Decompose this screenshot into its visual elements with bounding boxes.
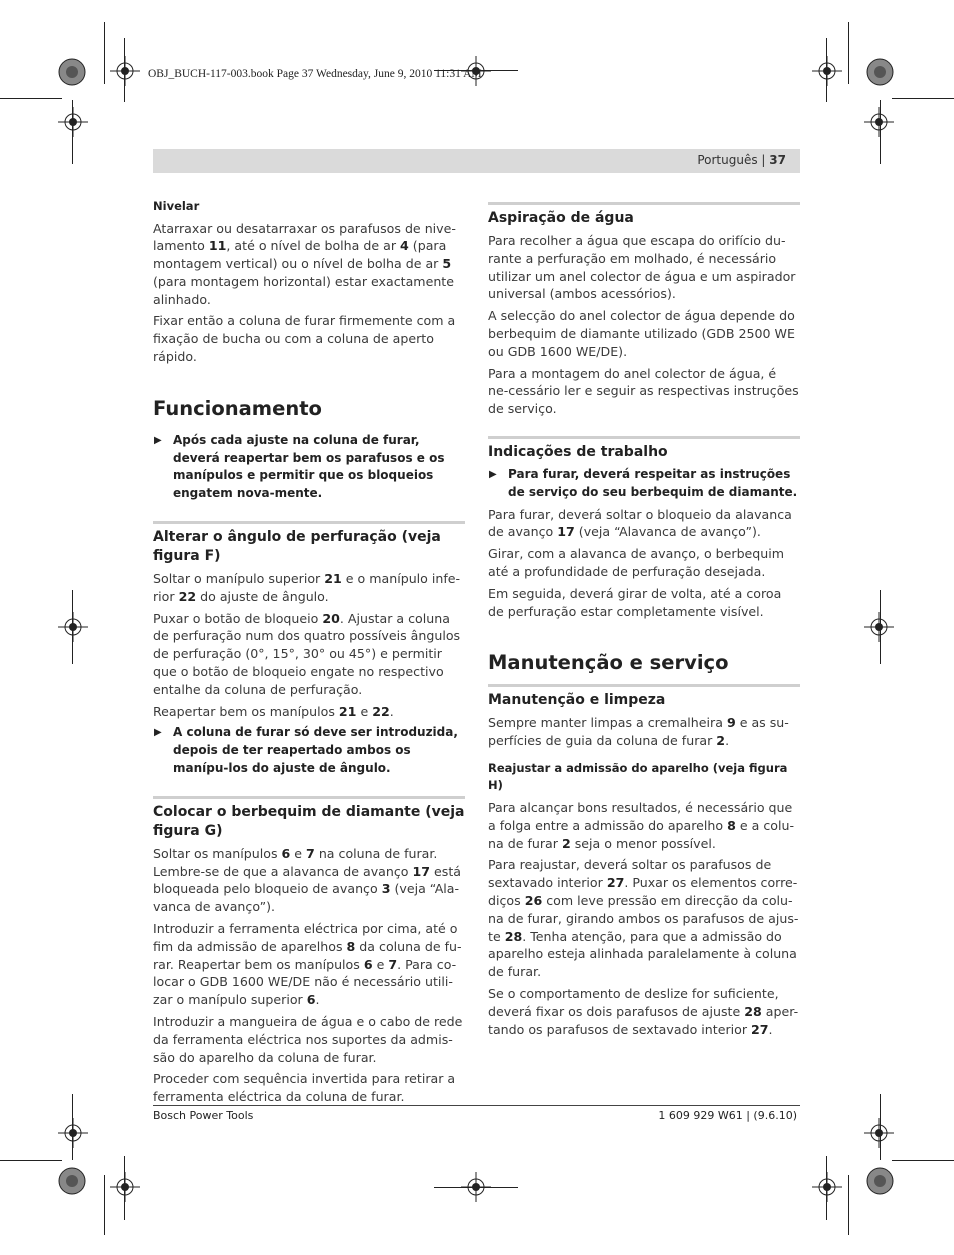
heading-manutencao: Manutenção e serviço — [488, 651, 729, 675]
registration-rosette-icon — [57, 1166, 87, 1196]
registration-rosette-icon — [865, 57, 895, 87]
crosshair-target-icon — [812, 56, 842, 86]
crosshair-target-icon — [110, 1172, 140, 1202]
print-slug: OBJ_BUCH-117-003.book Page 37 Wednesday, June 9, 2010 11:31 AM — [148, 68, 482, 80]
section-title-reajustar: Reajustar a admissão do aparelho (veja figura H) — [488, 760, 788, 793]
warning-bullet: ▶ Para furar, deverá respeitar as instruções de serviço do seu berbequim de diamante. — [489, 466, 798, 499]
paragraph: Para reajustar, deverá soltar os parafusos de sextavado interior 27. Puxar os elementos corre-diços 26 com leve pressão em direcção da colu-na de furar, girando ambos os parafusos de ajus-te 28. Tenha atenção, para que a admissão do aparelho esteja alinhada paralelamente à coluna de furar. — [488, 857, 799, 980]
footer-rule — [153, 1105, 800, 1106]
heading-funcionamento: Funcionamento — [153, 396, 322, 420]
paragraph: Introduzir a ferramenta eléctrica por cima, até o fim da admissão de aparelhos 8 da coluna de fu-rar. Reapertar bem os manípulos 6 e 7. Para co-locar o GDB 1600 WE/DE não é necessário utili-zar o manípulo superior 6. — [153, 921, 462, 1008]
heading-limpeza: Manutenção e limpeza — [488, 684, 800, 710]
warning-bullet: ▶ A coluna de furar só deve ser introduzida, depois de ter reapertado ambos os manípu-los do ajuste de ângulo. — [154, 725, 458, 776]
paragraph: Girar, com a alavanca de avanço, o berbequim até a profundidade de perfuração desejada. — [488, 546, 785, 579]
paragraph: Proceder com sequência invertida para retirar a ferramenta eléctrica da coluna de furar. — [153, 1071, 456, 1105]
crosshair-target-icon — [58, 612, 88, 642]
crosshair-target-icon — [812, 1172, 842, 1202]
paragraph: Em seguida, deverá girar de volta, até a coroa de perfuração estar completamente visível. — [488, 585, 782, 619]
paragraph: Para a montagem do anel colector de água, é ne-cessário ler e seguir as respectivas instruções de serviço. — [488, 365, 799, 417]
registration-rosette-icon — [57, 57, 87, 87]
bullet-triangle-icon: ▶ — [154, 727, 162, 739]
paragraph: A selecção do anel colector de água depende do berbequim de diamante utilizado (GDB 2500 WE ou GDB 1600 WE/DE). — [488, 308, 795, 359]
crosshair-target-icon — [864, 107, 894, 137]
paragraph: Sempre manter limpas a cremalheira 9 e as su-perfícies de guia da coluna de furar 2. — [488, 715, 789, 749]
footer-brand: Bosch Power Tools — [153, 1109, 254, 1122]
crosshair-target-icon — [58, 1118, 88, 1148]
paragraph: Soltar os manípulos 6 e 7 na coluna de furar. Lembre-se de que a alavanca de avanço 17 está bloqueada pelo bloqueio de avanço 3 (veja “Ala-vanca de avanço”). — [153, 845, 461, 915]
crosshair-target-icon — [864, 612, 894, 642]
paragraph: Soltar o manípulo superior 21 e o manípulo infe-rior 22 do ajuste de ângulo. — [153, 571, 461, 604]
bullet-triangle-icon: ▶ — [154, 434, 162, 446]
crosshair-target-icon — [461, 1172, 491, 1202]
paragraph: Para furar, deverá soltar o bloqueio da alavanca de avanço 17 (veja “Alavanca de avanço”). — [488, 506, 792, 540]
header-text — [697, 153, 786, 167]
header-language: Português — [697, 153, 758, 167]
warning-bullet: ▶ Após cada ajuste na coluna de furar, deverá reapertar bem os parafusos e os manípulos e permitir que os bloqueios engatem nova-mente. — [154, 432, 445, 501]
paragraph: Introduzir a mangueira de água e o cabo de rede da ferramenta eléctrica nos suportes da admis-são do aparelho da coluna de furar. — [153, 1014, 463, 1065]
paragraph: Reapertar bem os manípulos 21 e 22. — [153, 703, 394, 719]
page-number: 37 — [769, 153, 786, 167]
right-column — [488, 202, 800, 1042]
crosshair-target-icon — [864, 1118, 894, 1148]
paragraph: Para alcançar bons resultados, é necessário que a folga entre a admissão do aparelho 8 e a colu-na de furar 2 seja o menor possível. — [488, 799, 795, 851]
heading-indicacoes: Indicações de trabalho — [488, 436, 800, 462]
paragraph: Fixar então a coluna de furar firmemente com a fixação de bucha ou com a coluna de aperto rápido. — [153, 313, 456, 365]
heading-aspiracao: Aspiração de água — [488, 202, 800, 228]
paragraph: Atarraxar ou desatarraxar os parafusos de nive-lamento 11, até o nível de bolha de ar 4 (para montagem vertical) ou o nível de bolha de ar 5 (para montagem horizontal) estar exactamente alinhado. — [153, 220, 456, 307]
crosshair-target-icon — [58, 107, 88, 137]
paragraph: Puxar o botão de bloqueio 20. Ajustar a coluna de perfuração num dos quatro possíveis ângulos de perfuração (0°, 15°, 30° ou 45°) e permitir que o botão de bloqueio engate no respectivo entalhe da coluna de perfuração. — [153, 610, 461, 697]
registration-rosette-icon — [865, 1166, 895, 1196]
left-column — [153, 198, 465, 1110]
paragraph: Se o comportamento de deslize for suficiente, deverá fixar os dois parafusos de ajuste 28 aper-tando os parafusos de sextavado interior 27. — [488, 985, 799, 1037]
crosshair-target-icon — [110, 56, 140, 86]
footer-docnumber: 1 609 929 W61 | (9.6.10) — [658, 1109, 797, 1122]
header-separator: | — [761, 153, 766, 167]
page-header — [153, 149, 800, 173]
heading-alterar-angulo: Alterar o ângulo de perfuração (veja figura F) — [153, 521, 465, 566]
section-title-nivelar: Nivelar — [153, 199, 200, 213]
heading-colocar-berbequim: Colocar o berbequim de diamante (veja figura G) — [153, 796, 465, 841]
bullet-triangle-icon: ▶ — [489, 468, 497, 480]
paragraph: Para recolher a água que escapa do orifício du-rante a perfuração em molhado, é necessário utilizar um anel colector de água e um aspirador universal (ambos acessórios). — [488, 233, 796, 302]
